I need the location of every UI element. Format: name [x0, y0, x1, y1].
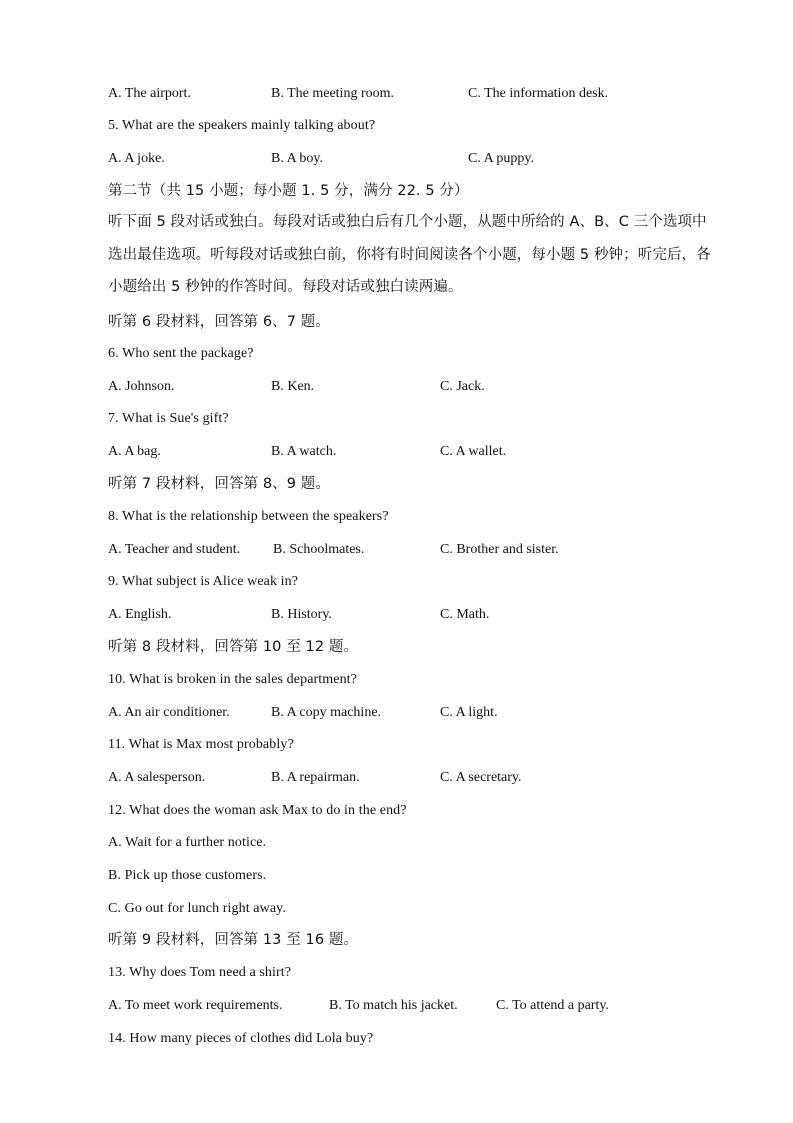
section-instructions: 听下面 5 段对话或独白。每段对话或独白后有几个小题，从题中所给的 A、B、C 三个选项中选出最佳选项。听每段对话或独白前，你将有时间阅读各个小题，每小题 5 秒钟；听完后，各小题给出 5 秒钟的作答时间。每段对话或独白读两遍。 [108, 214, 711, 295]
passage-9-heading: 听第 9 段材料，回答第 13 至 16 题。 [108, 932, 359, 948]
q8-option-c: C. Brother and sister. [440, 542, 559, 557]
q4-option-b: B. The meeting room. [271, 86, 394, 101]
q12-question: 12. What does the woman ask Max to do in the end? [108, 803, 407, 818]
q10-option-a: A. An air conditioner. [108, 705, 230, 720]
q7-option-b: B. A watch. [271, 444, 337, 459]
q8-question: 8. What is the relationship between the speakers? [108, 509, 389, 524]
q12-option-b: B. Pick up those customers. [108, 868, 267, 883]
passage-8-heading: 听第 8 段材料，回答第 10 至 12 题。 [108, 639, 359, 655]
q8-option-a: A. Teacher and student. [108, 542, 241, 557]
section-title: 第二节（共 15 小题；每小题 1. 5 分，满分 22. 5 分） [108, 183, 469, 199]
q10-question: 10. What is broken in the sales department? [108, 672, 357, 687]
q9-option-b: B. History. [271, 607, 332, 622]
passage-6-heading: 听第 6 段材料，回答第 6、7 题。 [108, 314, 331, 330]
q4-option-a: A. The airport. [108, 86, 191, 101]
q7-option-a: A. A bag. [108, 444, 161, 459]
q13-question: 13. Why does Tom need a shirt? [108, 965, 292, 980]
q13-option-c: C. To attend a party. [496, 998, 609, 1013]
q10-option-c: C. A light. [440, 705, 498, 720]
q9-question: 9. What subject is Alice weak in? [108, 574, 299, 589]
q11-option-b: B. A repairman. [271, 770, 360, 785]
q10-option-b: B. A copy machine. [271, 705, 382, 720]
q6-question: 6. Who sent the package? [108, 346, 254, 361]
q14-question: 14. How many pieces of clothes did Lola buy? [108, 1031, 374, 1046]
passage-7-heading: 听第 7 段材料，回答第 8、9 题。 [108, 476, 331, 492]
q5-option-a: A. A joke. [108, 151, 165, 166]
q5-option-b: B. A boy. [271, 151, 323, 166]
q6-option-c: C. Jack. [440, 379, 485, 394]
q11-question: 11. What is Max most probably? [108, 737, 294, 752]
q8-option-b: B. Schoolmates. [273, 542, 365, 557]
q12-option-c: C. Go out for lunch right away. [108, 901, 286, 916]
q6-option-a: A. Johnson. [108, 379, 175, 394]
q11-option-a: A. A salesperson. [108, 770, 206, 785]
q6-option-b: B. Ken. [271, 379, 315, 394]
q12-option-a: A. Wait for a further notice. [108, 835, 267, 850]
q13-option-a: A. To meet work requirements. [108, 998, 283, 1013]
q7-option-c: C. A wallet. [440, 444, 507, 459]
q9-option-c: C. Math. [440, 607, 490, 622]
q7-question: 7. What is Sue's gift? [108, 411, 229, 426]
q13-option-b: B. To match his jacket. [329, 998, 458, 1013]
q11-option-c: C. A secretary. [440, 770, 522, 785]
q5-option-c: C. A puppy. [468, 151, 534, 166]
q4-option-c: C. The information desk. [468, 86, 609, 101]
q5-question: 5. What are the speakers mainly talking about? [108, 118, 376, 133]
q9-option-a: A. English. [108, 607, 172, 622]
